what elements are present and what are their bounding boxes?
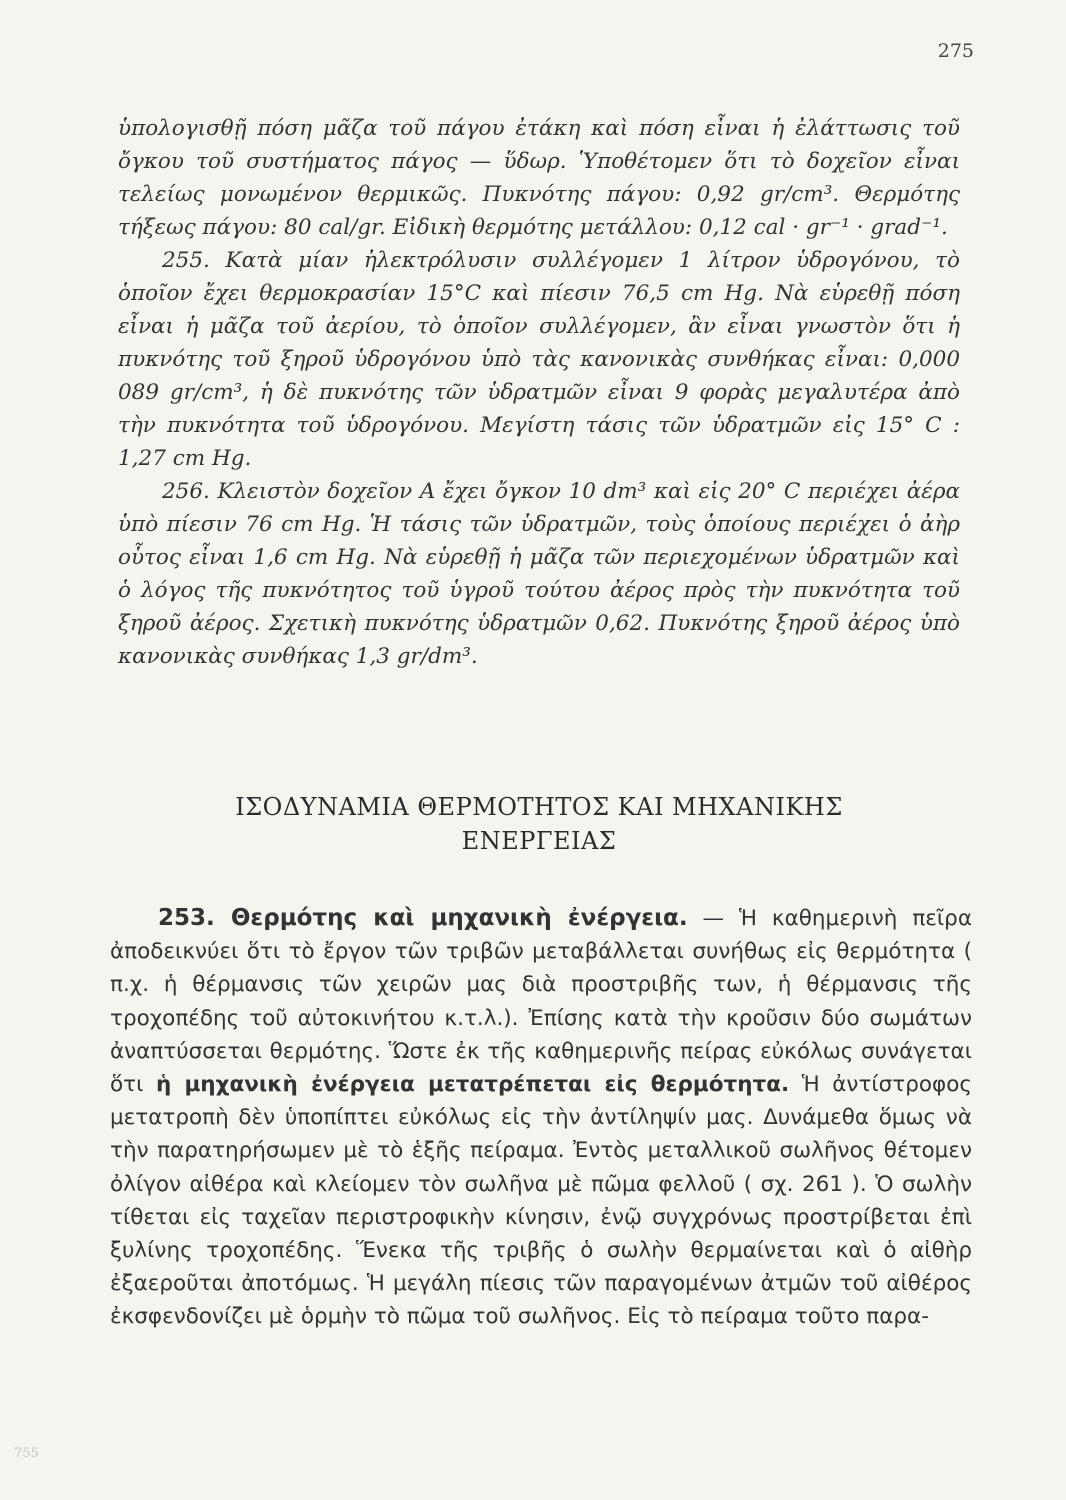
chapter-heading: [118, 790, 960, 858]
exercise-256: 256. Κλειστὸν δοχεῖον A ἔχει ὄγκον 10 dm³ καὶ εἰς 20° C περιέχει ἀέρα ὑπὸ πίεσιν 76 cm Hg. Ἡ τάσις τῶν ὑδρατμῶν, τοὺς ὁποίους περιέχει ὁ ἀὴρ οὗτος εἶναι 1,6 cm Hg. Νὰ εὑρεθῇ ἡ μᾶζα τῶν περιεχομένων ὑδρατμῶν καὶ ὁ λόγος τῆς πυκνότητος τοῦ ὑγροῦ τούτου ἀέρος πρὸς τὴν πυκνότητα τοῦ ξηροῦ ἀέρος. Σχετικὴ πυκνότης ὑδρατμῶν 0,62. Πυκνότης ξηροῦ ἀέρος ὑπὸ κανονικὰς συνθήκας 1,3 gr/dm³.: [118, 479, 960, 669]
section-253: [110, 902, 972, 1334]
chapter-heading-line-2: ΕΝΕΡΓΕΙΑΣ: [461, 827, 617, 855]
section-emphasis: ἡ μηχανικὴ ἐνέργεια μετατρέπεται εἰς θερμότητα.: [155, 1072, 790, 1098]
section-intro: — Ἡ καθημερινὴ πεῖρα ἀποδεικνύει ὅτι τὸ ἔργον τῶν τριβῶν μεταβάλλεται συνήθως εἰς θερμότητα ( π.χ. ἡ θέρμανσις τῶν χειρῶν μας διὰ προστριβῆς των, ἡ θέρμανσις τῆς τροχοπέδης τοῦ αὐτοκινήτου κ.τ.λ.). Ἐπίσης κατὰ τὴν κροῦσιν δύο σωμάτων ἀναπτύσσεται θερμότης. Ὥστε ἐκ τῆς καθημερινῆς πείρας εὐκόλως συνάγεται ὅτι: [110, 906, 972, 1098]
chapter-heading-line-1: ΙΣΟΔΥΝΑΜΙΑ ΘΕΡΜΟΤΗΤΟΣ ΚΑΙ ΜΗΧΑΝΙΚΗΣ: [235, 793, 843, 821]
section-rest: Ἡ ἀντίστροφος μετατροπὴ δὲν ὑποπίπτει εὐκόλως εἰς τὴν ἀντίληψίν μας. Δυνάμεθα ὅμως νὰ τὴν παρατηρήσωμεν μὲ τὸ ἑξῆς πείραμα. Ἐντὸς μεταλλικοῦ σωλῆνος θέτομεν ὀλίγον αἰθέρα καὶ κλείομεν τὸν σωλῆνα μὲ πῶμα φελλοῦ ( σχ. 261 ). Ὁ σωλὴν τίθεται εἰς ταχεῖαν περιστροφικὴν κίνησιν, ἐνῷ συγχρόνως προστρίβεται ἐπὶ ξυλίνης τροχοπέδης. Ἕνεκα τῆς τριβῆς ὁ σωλὴν θερμαίνεται καὶ ὁ αἰθὴρ ἐξαεροῦται ἀποτόμως. Ἡ μεγάλη πίεσις τῶν παραγομένων ἀτμῶν τοῦ αἰθέρος ἐκσφενδονίζει μὲ ὁρμὴν τὸ πῶμα τοῦ σωλῆνος. Εἰς τὸ πείραμα τοῦτο παρα-: [110, 1072, 972, 1330]
exercise-list: [118, 112, 960, 673]
page-number: 275: [937, 40, 974, 62]
section-title: 253. Θερμότης καὶ μηχανικὴ ἐνέργεια.: [158, 905, 688, 931]
corner-mark: 755: [14, 1446, 39, 1461]
exercise-255: 255. Κατὰ μίαν ἠλεκτρόλυσιν συλλέγομεν 1 λίτρον ὑδρογόνου, τὸ ὁποῖον ἔχει θερμοκρασίαν 15°C καὶ πίεσιν 76,5 cm Hg. Νὰ εὑρεθῇ πόση εἶναι ἡ μᾶζα τοῦ ἀερίου, τὸ ὁποῖον συλλέγομεν, ἂν εἶναι γνωστὸν ὅτι ἡ πυκνότης τοῦ ξηροῦ ὑδρογόνου ὑπὸ τὰς κανονικὰς συνθήκας εἶναι: 0,000 089 gr/cm³, ἡ δὲ πυκνότης τῶν ὑδρατμῶν εἶναι 9 φορὰς μεγαλυτέρα ἀπὸ τὴν πυκνότητα τοῦ ὑδρογόνου. Μεγίστη τάσις τῶν ὑδρατμῶν εἰς 15° C : 1,27 cm Hg.: [118, 248, 960, 471]
section-paragraph: [110, 902, 972, 1334]
exercise-254-continuation: ὑπολογισθῇ πόση μᾶζα τοῦ πάγου ἐτάκη καὶ πόση εἶναι ἡ ἐλάττωσις τοῦ ὄγκου τοῦ συστήματος πάγος — ὕδωρ. Ὑποθέτομεν ὅτι τὸ δοχεῖον εἶναι τελείως μονωμένον θερμικῶς. Πυκνότης πάγου: 0,92 gr/cm³. Θερμότης τήξεως πάγου: 80 cal/gr. Εἰδικὴ θερμότης μετάλλου: 0,12 cal · gr⁻¹ · grad⁻¹.: [118, 116, 960, 240]
